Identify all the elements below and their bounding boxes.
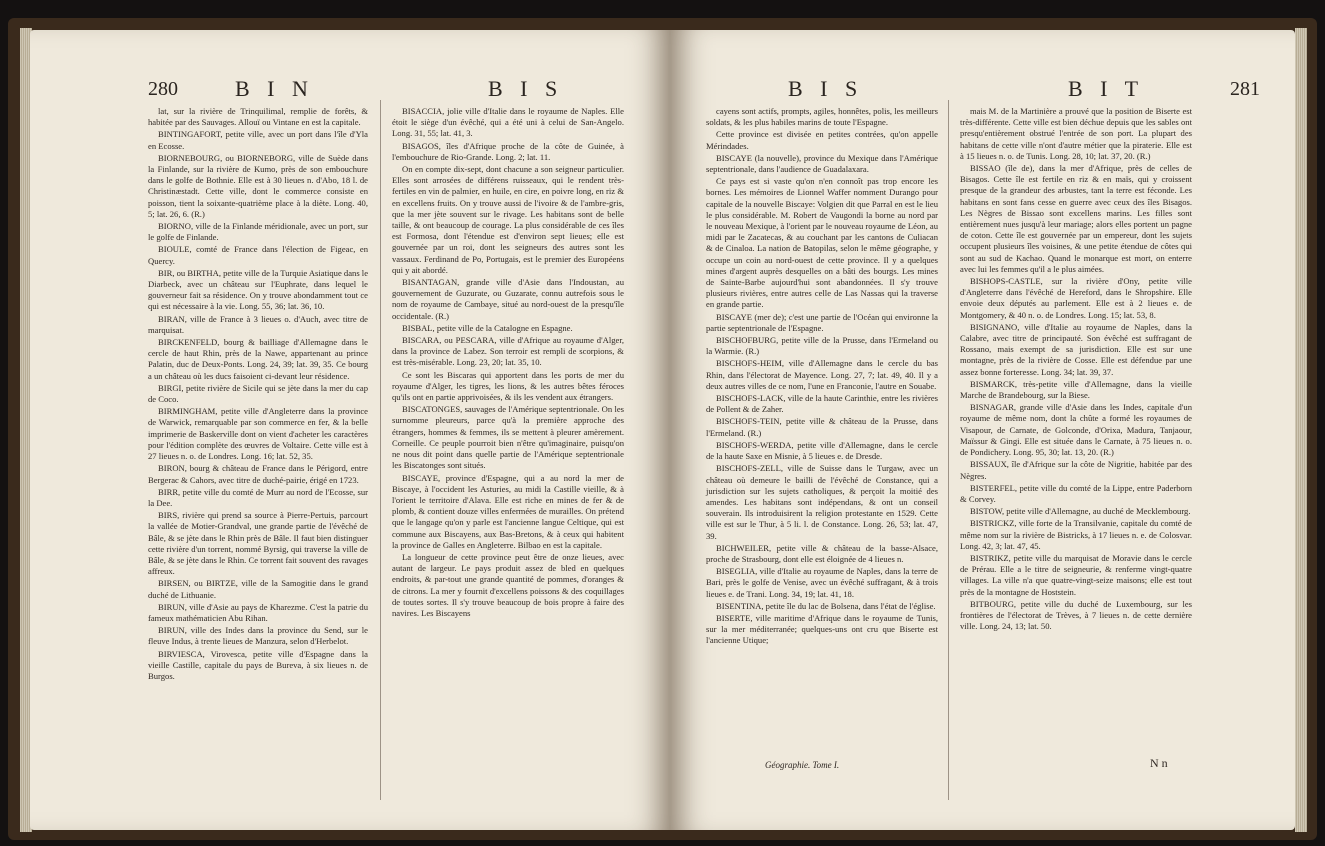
column-rule (380, 100, 381, 800)
entry-paragraph: BISCAYE (la nouvelle), province du Mexique dans l'Amérique septentrionale, dans l'audience de Guadalaxara. (706, 152, 938, 175)
footer-title: Géographie. Tome I. (765, 760, 840, 770)
text-column (706, 106, 938, 648)
page-number: 280 (148, 78, 178, 100)
entry-paragraph: Ce pays est si vaste qu'on n'en connoît pas trop encore les bornes. Les mémoires de Lionnel Waffer nomment Durango pour capitale de la nouvelle Biscaye: Volgien dit que Parral en est le lieu le plus considérable. M. Robert de Vaugondi la borne au nord par le nouveau Mexique, à l'orient par le nouveau royaume de Léon, au midi par le Zacatecas, & au couchant par les cantons de Culiacan & de Cinaloa. La nation de Batopilas, selon le même géographe, y occupe un coin au nord-ouest de cette province. Il y a quelques mines d'argent auprès desquelles on a bâti des bourgs. Les mines de Sainte-Barbe aujourd'hui sont abandonnées. Il s'y trouve plusieurs rivières, entre autres celle de Las Nassas qui la traverse en grande partie. (706, 176, 938, 310)
entry-paragraph: BISCARA, ou PESCARA, ville d'Afrique au royaume d'Alger, dans la province de Labez. Son terroir est rempli de scorpions, & est très-misérable. Long. 23, 20; lat. 35, 10. (392, 335, 624, 368)
entry-paragraph: BISSAO (île de), dans la mer d'Afrique, près de celles de Bisagos. Cette île est fertile en riz & en maïs, qui y croissent presque de la grandeur des arbustes, tant la terre est féconde. Les habitans en sont fans cesse en guerre avec ceux des îles Bisagos. Les Nègres de Bissao sont excellens marins. Les filles sont entièrement nues jusqu'à leur mariage; alors elles portent un pagne de coton. Cette île est gouvernée par un empereur, dont les sujets occupent plusieurs îles voisines, & une petite étendue de côtes qui sont au sud de Kachao. Quand le monarque est mort, on enterre avec lui les femmes qu'il a le plus aimées. (960, 163, 1192, 274)
entry-paragraph: BIRON, bourg & château de France dans le Périgord, entre Bergerac & Cahors, avec titre de duché-pairie, érigé en 1723. (148, 463, 368, 485)
entry-paragraph: BISCAYE, province d'Espagne, qui a au nord la mer de Biscaye, à l'occident les Asturies, au midi la Castille vieille, & à l'orient le territoire d'Alava. Elle est riche en mines de fer & de plomb, & contient douze villes enfermées de murailles. On prétend que le langage qu'on y parle est l'ancienne langue Celtique, qui est commune aux Biscayens, aux Bas-Bretons, & à ceux qui habitent la province de Galles en Angleterre. Bilbao en est la capitale. (392, 472, 624, 550)
entry-paragraph: On en compte dix-sept, dont chacune a son seigneur particulier. Elles sont arrosées de différens ruisseaux, qui le rendent très-fertiles en vin de palmier, en huile, en cire, en poivre long, en riz & en excellens fruits. On y trouve aussi de l'ivoire & de l'ambre-gris, que la mer jète souvent sur le rivage. Les habitans sont de belle taille, & ont beaucoup de courage. La plus considérable de ces îles est Formosa, dont l'étendue est d'environ sept lieues; elle est gouvernée par un roi, dont les seigneurs des autres sont les vassaux. Ferdinand de Po, Portugais, est le premier des Européens qui y ait abordé. (392, 164, 624, 275)
entry-paragraph: BISCHOFS-LACK, ville de la haute Carinthie, entre les rivières de Pollent & de Zaher. (706, 393, 938, 415)
entry-paragraph: BIRAN, ville de France à 3 lieues o. d'Auch, avec titre de marquisat. (148, 313, 368, 335)
entry-paragraph: BISCAYE (mer de); c'est une partie de l'Océan qui environne la partie septentrionale de l'Espagne. (706, 311, 938, 333)
entry-paragraph: BISCHOFS-HEIM, ville d'Allemagne dans le cercle du bas Rhin, dans l'électorat de Mayence. Long. 27, 7; lat. 49, 40. Il y a deux autres villes de ce nom, l'une en Franconie, l'autre en Souabe. (706, 358, 938, 391)
page-edges-right (1295, 28, 1307, 832)
entry-paragraph: BISTRIKZ, petite ville du marquisat de Moravie dans le cercle de Prérau. Elle a le titre de seigneurie, & renferme vingt-quatre villages. La ville n'a que quatre-vingt-seize maisons; elle est tout près de la montagne de Hoststein. (960, 552, 1192, 597)
entry-paragraph: BICHWEILER, petite ville & château de la basse-Alsace, proche de Strasbourg, dont elle est éloignée de 4 lieues n. (706, 542, 938, 564)
entry-paragraph: BISTERFEL, petite ville du comté de la Lippe, entre Paderborn & Corvey. (960, 482, 1192, 504)
right-page (670, 30, 1295, 830)
entry-paragraph: BIORNO, ville de la Finlande méridionale, avec un port, sur le golfe de Finlande. (148, 221, 368, 243)
entry-paragraph: BISTOW, petite ville d'Allemagne, au duché de Mecklembourg. (970, 506, 1191, 517)
entry-paragraph: BISHOPS-CASTLE, sur la rivière d'Ony, petite ville d'Angleterre dans l'évêché de Hereford, dans le Shropshire. Elle envoie deux députés au parlement. Elle est à 2 lieues e. de Montgomery, & 40 n. o. de Londres. Long. 15; lat. 53, 8. (960, 276, 1192, 320)
left-page (30, 30, 670, 830)
entry-paragraph: BIOULE, comté de France dans l'élection de Figeac, en Quercy. (148, 244, 368, 266)
entry-paragraph: BINTINGAFORT, petite ville, avec un port dans l'île d'Yla en Ecosse. (148, 129, 368, 151)
entry-paragraph: BISIGNANO, ville d'Italie au royaume de Naples, dans la Calabre, avec titre de principauté. Son évêché est suffragant de Rossano, mais exempt de sa jurisdiction. Elle est sur une montagne, près de la rivière de Cosse. Elle est défendue par une assez bonne forteresse. Long. 34; lat. 39, 37. (960, 321, 1192, 377)
entry-paragraph: BIORNEBOURG, ou BIORNEBORG, ville de Suède dans la Finlande, sur la rivière de Kumo, près de son embouchure dans le golfe de Bothnie. Elle est à 30 lieues n. d'Abo, 18 l. de Christinæstadt. Cette ville, dont le commerce consiste en poisson, tient la soixante-quatrième place à la diète. Long. 40, 5; lat. 26, 6. (R.) (148, 152, 368, 219)
entry-paragraph: BISERTE, ville maritime d'Afrique dans le royaume de Tunis, sur la mer méditerranée; quelques-uns ont cru que Biserte est l'ancienne Utique; (706, 612, 938, 646)
entry-paragraph: BIRUN, ville des Indes dans la province du Send, sur le fleuve Indus, à trente lieues de Manzura, selon d'Herbelot. (148, 625, 368, 647)
entry-paragraph: BITBOURG, petite ville du duché de Luxembourg, sur les frontières de l'électorat de Trèves, à 7 lieues n. de cette dernière ville. Long. 24, 13; lat. 50. (960, 598, 1192, 632)
entry-paragraph: La longueur de cette province peut être de onze lieues, avec autant de largeur. Le pays produit assez de bled en quelques endroits, & par-tout une grande quantité de pommes, d'oranges & de citrons. La mer y fournit d'excellens poissons & des coquillages de toutes sortes. Il s'y trouve beaucoup de bois propre à faire des navires. Les Biscayens (392, 551, 624, 618)
entry-paragraph: BISSAUX, île d'Afrique sur la côte de Nigritie, habitée par des Nègres. (960, 459, 1192, 481)
entry-paragraph: mais M. de la Martinière a prouvé que la position de Biserte est très-différente. Cette ville est bien déchue depuis que les sables ont presqu'entièrement obstrué l'entrée de son port. La plupart des habitans de cette ville n'ont d'autre métier que la piraterie. Elle est à 15 lieues n. o. de Tunis. Long. 28, 10; lat. 37, 20. (R.) (960, 106, 1192, 161)
entry-paragraph: BISACCIA, jolie ville d'Italie dans le royaume de Naples. Elle étoit le siège d'un évêché, qui a été uni à celui de San-Angelo. Long. 31, 55; lat. 41, 3. (392, 106, 624, 139)
entry-paragraph: BIRCKENFELD, bourg & bailliage d'Allemagne dans le cercle de haut Rhin, près de la Nawe, appartenant au prince Palatin, duc de Deux-Ponts. Long. 24, 39; lat. 39, 35. Ce bourg a un château où les ducs faisoient ci-devant leur résidence. (148, 337, 368, 381)
entry-paragraph: cayens sont actifs, prompts, agiles, honnêtes, polis, les meilleurs soldats, & les plus habiles marins de toute l'Espagne. (706, 106, 938, 128)
entry-paragraph: BIRVIESCA, Virovesca, petite ville d'Espagne dans la vieille Castille, capitale du pays de Bureva, à six lieues n. de Burgos. (148, 648, 368, 681)
running-header: B I N (235, 76, 314, 101)
entry-paragraph: BIRUN, ville d'Asie au pays de Kharezme. C'est la patrie du fameux mathématicien Abu Rihan. (148, 601, 368, 623)
entry-paragraph: BISNAGAR, grande ville d'Asie dans les Indes, capitale d'un royaume de même nom, dont la chûte a formé les royaumes de Visapour, de Carnate, de Golconde, d'Orixa, Madura, Tanjaour, Maïssur & Gingi. Elle est située dans le Carnate, à 75 lieues n. o. de Pondichery. Long. 95, 30; lat. 13, 20. (R.) (960, 402, 1192, 458)
entry-paragraph: BISCHOFBURG, petite ville de la Prusse, dans l'Ermeland ou la Warmie. (R.) (706, 335, 938, 357)
signature-mark: N n (1150, 756, 1168, 770)
running-header: B I T (1068, 76, 1145, 101)
entry-paragraph: BISANTAGAN, grande ville d'Asie dans l'Indoustan, au gouvernement de Guzurate, ou Guzarate, connu autrefois sous le nom de royaume de Cambaye, situé au nord-ouest de la presqu'île occidentale. (R.) (392, 277, 624, 321)
page-number: 281 (1230, 78, 1260, 100)
entry-paragraph: BISTRICKZ, ville forte de la Transilvanie, capitale du comté de même nom sur la rivière de Bistricks, à 17 lieues n. e. de Colosvar. Long. 42, 3; lat. 47, 45. (960, 518, 1192, 551)
running-header: B I S (788, 76, 864, 101)
entry-paragraph: lat, sur la rivière de Trinquilimal, remplie de forêts, & habitée par des Sauvages. Allouï ou Vintane en est la capitale. (148, 106, 368, 128)
entry-paragraph: BISCATONGES, sauvages de l'Amérique septentrionale. On les surnomme pleureurs, parce qu'à la première approche des étrangers, hommes & femmes, ils se mettent à pleurer amèrement. Corneille. Ce peuple pourroit bien n'être qu'imaginaire, puisqu'on ne nous dit point dans quelle partie de l'Amérique septentrionale les Biscatonges sont situés. (392, 404, 624, 471)
text-column (392, 106, 624, 620)
running-header: B I S (488, 76, 564, 101)
entry-paragraph: Ce sont les Biscaras qui apportent dans les ports de mer du royaume d'Alger, les tigres, les lions, & les autres bêtes féroces qu'ils ont en partie apprivoisées, & ils les vendent aux étrangers. (392, 369, 624, 403)
entry-paragraph: BISENTINA, petite île du lac de Bolsena, dans l'état de l'église. (716, 600, 936, 611)
entry-paragraph: BISCHOFS-TEIN, petite ville & château de la Prusse, dans l'Ermeland. (R.) (706, 416, 938, 438)
book (8, 18, 1317, 840)
entry-paragraph: BIRMINGHAM, petite ville d'Angleterre dans la province de Warwick, remarquable par son commerce en fer, & la belle imprimerie de Baskerville dont on vient d'acheter les caractères pour l'édition complète des œuvres de Voltaire. Cette ville est à 27 lieues n. o. de Londres. Long. 16; lat. 52, 35. (148, 406, 368, 462)
entry-paragraph: BIRR, petite ville du comté de Murr au nord de l'Ecosse, sur la Dee. (148, 486, 368, 508)
entry-paragraph: BIRS, rivière qui prend sa source à Pierre-Pertuis, parcourt la vallée de Motier-Grandval, une grande partie de l'évêché de Bâle, & se jète dans le Rhin près de Bâle. Il faut bien distinguer cette rivière d'un torrent, nommé Byrsig, qui traverse la ville de Bâle, & se jète dans le Rhin. Ce torrent fait souvent des ravages affreux. (148, 510, 368, 577)
entry-paragraph: BISBAL, petite ville de la Catalogne en Espagne. (402, 322, 573, 333)
entry-paragraph: BISCHOFS-ZELL, ville de Suisse dans le Turgaw, avec un château où demeure le bailli de l'évêché de Constance, qui a jurisdiction sur les sujets catholiques, & perçoit la moitié des amendes. Les habitans sont indépendans, & ont un conseil souverain. Ils introduisirent la religion protestante en 1529. Cette ville est sur le Thur, à 5 li. l. de Constance. Long. 26, 53; lat. 47, 39. (706, 463, 938, 541)
text-column (960, 106, 1192, 633)
entry-paragraph: BISEGLIA, ville d'Italie au royaume de Naples, dans la terre de Bari, près le golfe de Venise, avec un évêché suffragant, & à trois lieues e. de Trani. Long. 34, 19; lat. 41, 18. (706, 566, 938, 599)
entry-paragraph: BIR, ou BIRTHA, petite ville de la Turquie Asiatique dans le Diarbeck, avec un château sur l'Euphrate, dans lequel le gouverneur fait sa résidence. On y trouve abondamment tout ce qui est nécessaire à la vie. Long. 55, 36; lat. 36, 10. (148, 267, 369, 312)
entry-paragraph: BIRSEN, ou BIRTZE, ville de la Samogitie dans le grand duché de Lithuanie. (148, 578, 368, 600)
entry-paragraph: BIRGI, petite rivière de Sicile qui se jète dans la mer du cap de Coco. (148, 382, 368, 405)
entry-paragraph: Cette province est divisée en petites contrées, qu'on appelle Mérindades. (706, 129, 938, 151)
column-rule (948, 100, 949, 800)
entry-paragraph: BISMARCK, très-petite ville d'Allemagne, dans la vieille Marche de Brandebourg, sur la Biese. (960, 378, 1192, 401)
entry-paragraph: BISCHOFS-WERDA, petite ville d'Allemagne, dans le cercle de la haute Saxe en Misnie, à 5 lieues e. de Dresde. (706, 439, 938, 462)
text-column (148, 106, 368, 683)
entry-paragraph: BISAGOS, îles d'Afrique proche de la côte de Guinée, à l'embouchure de Rio-Grande. Long. 2; lat. 11. (392, 140, 624, 162)
